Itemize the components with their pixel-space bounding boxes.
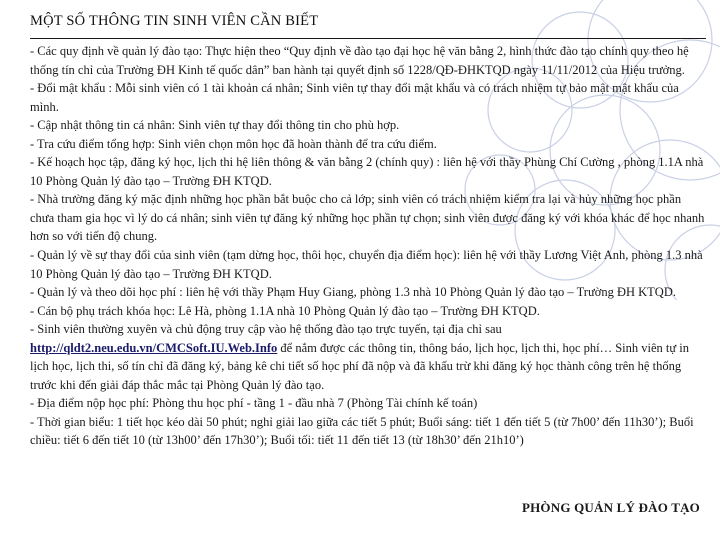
info-item-tuition: - Quản lý và theo dõi học phí : liên hệ với thầy Phạm Huy Giang, phòng 1.3 nhà 10 Phòng Quản lý đào tạo – Trường ĐH KTQD. <box>30 285 676 300</box>
info-body <box>30 42 706 450</box>
info-item-regulations: - Các quy định về quản lý đào tạo: Thực hiện theo “Quy định về đào tạo đại học hệ văn bằng 2, hình thức đào tạo chính quy theo hệ thống tín chỉ của Trường ĐH Kinh tế quốc dân” ban hành tại quyết định số 1228/QĐ-ĐHKTQD ngày 11/11/2012 của Hiệu trưởng. <box>30 44 689 77</box>
page-title: MỘT SỐ THÔNG TIN SINH VIÊN CẦN BIẾT <box>30 13 319 29</box>
info-item-grades: - Tra cứu điểm tổng hợp: Sinh viên chọn môn học đã hoàn thành để tra cứu điểm. <box>30 136 437 151</box>
title-divider <box>30 38 706 39</box>
info-item-timetable: - Thời gian biểu: 1 tiết học kéo dài 50 phút; nghỉ giải lao giữa các tiết 5 phút; Buổi sáng: tiết 1 đến tiết 5 (từ 7h00’ đến 11h30’); Buổi chiều: tiết 6 đến tiết 10 (từ 13h00’ đến 17h30’); Buổi tối: tiết 11 đến tiết 13 (từ 18h30’ đến 21h10’) <box>30 414 694 448</box>
info-item-study-plan: - Kế hoạch học tập, đăng ký học, lịch thi hệ liên thông & văn bằng 2 (chính quy) : liên hệ với thầy Phùng Chí Cường , phòng 1.1A nhà 10 Phòng Quản lý đào tạo – Trường ĐH KTQD. <box>30 155 704 188</box>
info-item-personal-info: - Cập nhật thông tin cá nhân: Sinh viên tự thay đổi thông tin cho phù hợp. <box>30 118 400 133</box>
portal-link[interactable]: http://qldt2.neu.edu.vn/CMCSoft.IU.Web.Info <box>30 340 278 355</box>
document-content <box>30 11 706 450</box>
info-item-password: - Đổi mật khẩu : Mỗi sinh viên có 1 tài khoản cá nhân; Sinh viên tự thay đổi mật khẩu và có trách nhiệm tự bảo mật mật khẩu của mình. <box>30 81 679 114</box>
signature-office: PHÒNG QUẢN LÝ ĐÀO TẠO <box>521 500 700 515</box>
info-item-payment-location: - Địa điểm nộp học phí: Phòng thu học phí - tầng 1 - đầu nhà 7 (Phòng Tài chính kế toán) <box>30 396 478 411</box>
info-item-course-officer: - Cán bộ phụ trách khóa học: Lê Hà, phòng 1.1A nhà 10 Phòng Quản lý đào tạo – Trường ĐH KTQD. <box>30 303 540 318</box>
portal-text-after: để nắm được các thông tin, thông báo, lịch học, lịch thi, học phí… Sinh viên tự in lịch học, lịch thi, số tín chỉ đã đăng ký, bảng kê chi tiết số học phí đã nộp và đã khấu trừ khi đăng ký học thành công trên hệ thống trước khi đến giải đáp thắc mắc tại Phòng Quản lý đào tạo. <box>30 340 690 392</box>
portal-text-before: - Sinh viên thường xuyên và chủ động truy cập vào hệ thống đào tạo trực tuyến, tại địa chỉ sau <box>30 322 502 337</box>
info-item-registration: - Nhà trường đăng ký mặc định những học phần bắt buộc cho cả lớp; sinh viên có trách nhiệm kiểm tra lại và hủy những học phần chưa tham gia học vì lý do cá nhân; sinh viên tự đăng ký những học phần tự chọn; sinh viên được đăng ký với khóa khác để học nhanh hơn so với tiến độ chung. <box>30 192 705 244</box>
info-item-online-portal <box>30 320 706 394</box>
info-item-status-changes: - Quản lý về sự thay đổi của sinh viên (tạm dừng học, thôi học, chuyển địa điểm học): liên hệ với thầy Lương Việt Anh, phòng 1.3 nhà 10 Phòng Quản lý đào tạo – Trường ĐH KTQD. <box>30 248 703 281</box>
